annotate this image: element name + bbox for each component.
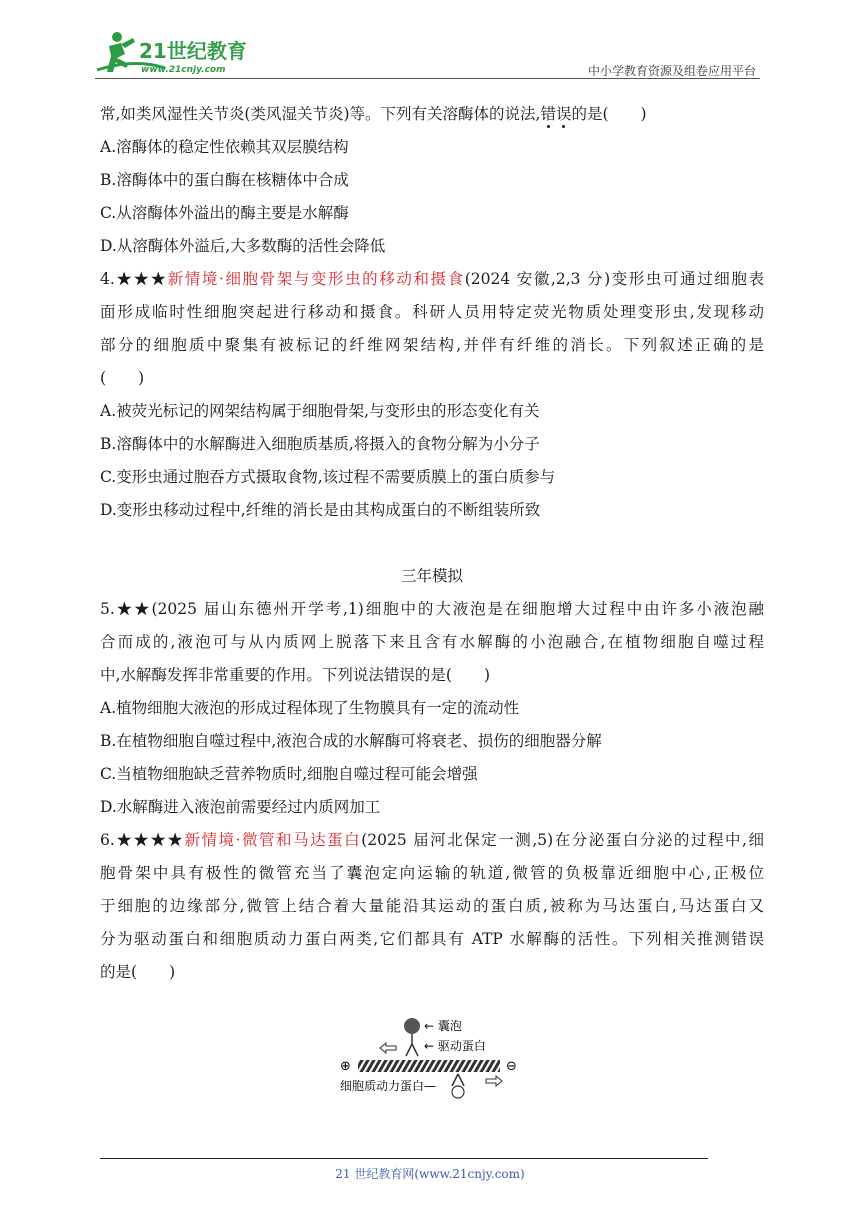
header-rule xyxy=(95,78,760,79)
footer-text: 21 世纪教育网(www.21cnjy.com) xyxy=(335,1167,525,1181)
q3-option-d: D.从溶酶体外溢后,大多数酶的活性会降低 xyxy=(100,237,386,255)
q6-context-tag: 新情境·微管和马达蛋白 xyxy=(184,831,362,849)
q4-context-tag: 新情境·细胞骨架与变形虫的移动和摄食 xyxy=(167,270,465,288)
q3-stem-tail: 常,如类风湿性关节炎(类风湿关节炎)等。下列有关溶酶体的说法,错误的是( ) xyxy=(100,98,764,131)
q5-option-d: D.水解酶进入液泡前需要经过内质网加工 xyxy=(100,798,381,816)
arrow-left-icon xyxy=(380,1043,396,1053)
document-body xyxy=(100,98,764,989)
q4-stem-line3: 部分的细胞质中聚集有被标记的纤维网架结构,并伴有纤维的消长。下列叙述正确的是 xyxy=(100,336,764,354)
q5-stem-line3: 中,水解酶发挥非常重要的作用。下列说法错误的是( ) xyxy=(100,666,491,684)
q6-stem-line2: 胞骨架中具有极性的微管充当了囊泡定向运输的轨道,微管的负极靠近细胞中心,正极位 xyxy=(100,864,764,882)
q5-option-b: B.在植物细胞自噬过程中,液泡合成的水解酶可将衰老、损伤的细胞器分解 xyxy=(100,732,602,750)
microtubule-track xyxy=(358,1060,500,1072)
logo-title: 21世纪教育 xyxy=(139,39,247,63)
q4-answer-bracket: ( ) xyxy=(100,369,145,387)
footer-rule xyxy=(100,1158,708,1159)
microtubule-motor-diagram xyxy=(340,1012,540,1117)
logo-runner-icon xyxy=(95,28,260,78)
q5-stem-line2: 合而成的,液泡可与从内质网上脱落下来且含有水解酶的小泡融合,在植物细胞自噬过程 xyxy=(100,633,764,651)
q3-option-c: C.从溶酶体外溢出的酶主要是水解酶 xyxy=(100,204,349,222)
q3-option-b: B.溶酶体中的蛋白酶在核糖体中合成 xyxy=(100,171,349,189)
label-vesicle: ← 囊泡 xyxy=(424,1019,462,1033)
q6-stem-line5: 的是( ) xyxy=(100,963,176,981)
q4-stem-line1: 4.★★★新情境·细胞骨架与变形虫的移动和摄食(2024 安徽,2,3 分)变形虫可通过细胞表 xyxy=(100,270,764,288)
header-tagline: 中小学教育资源及组卷应用平台 xyxy=(587,64,756,78)
section-title: 三年模拟 xyxy=(400,567,463,585)
q3-option-a: A.溶酶体的稳定性依赖其双层膜结构 xyxy=(100,138,349,156)
q4-option-d: D.变形虫移动过程中,纤维的消长是由其构成蛋白的不断组装所致 xyxy=(100,501,541,519)
q4-option-b: B.溶酶体中的水解酶进入细胞质基质,将摄入的食物分解为小分子 xyxy=(100,435,540,453)
vesicle-icon xyxy=(404,1018,420,1034)
q5-option-a: A.植物细胞大液泡的形成过程体现了生物膜具有一定的流动性 xyxy=(100,699,520,717)
logo-url: www.21cnjy.com xyxy=(141,65,226,75)
page-header xyxy=(95,28,760,80)
plus-end-icon: ⊕ xyxy=(340,1059,351,1074)
q5-option-c: C.当植物细胞缺乏营养物质时,细胞自噬过程可能会增强 xyxy=(100,765,478,783)
dynein-vesicle-icon xyxy=(452,1086,464,1098)
minus-end-icon: ⊖ xyxy=(506,1059,517,1074)
q4-option-a: A.被荧光标记的网架结构属于细胞骨架,与变形虫的形态变化有关 xyxy=(100,402,540,420)
kinesin-icon xyxy=(406,1044,418,1056)
q6-stem-line4: 分为驱动蛋白和细胞质动力蛋白两类,它们都具有 ATP 水解酶的活性。下列相关推测错误 xyxy=(100,930,764,948)
dynein-icon xyxy=(452,1074,464,1086)
q6-stem-line3: 于细胞的边缘部分,微管上结合着大量能沿其运动的蛋白质,被称为马达蛋白,马达蛋白又 xyxy=(100,897,764,915)
emphasis-char: 误 xyxy=(556,98,572,131)
label-dynein: 细胞质动力蛋白— xyxy=(340,1079,437,1093)
q6-stem-line1: 6.★★★★新情境·微管和马达蛋白(2025 届河北保定一测,5)在分泌蛋白分泌的过程中,细 xyxy=(100,831,764,849)
emphasis-char: 错 xyxy=(540,98,556,131)
q4-stem-line2: 面形成临时性细胞突起进行移动和摄食。科研人员用特定荧光物质处理变形虫,发现移动 xyxy=(100,303,764,321)
arrow-right-icon xyxy=(486,1076,502,1086)
q4-option-c: C.变形虫通过胞吞方式摄取食物,该过程不需要质膜上的蛋白质参与 xyxy=(100,468,556,486)
label-kinesin: ← 驱动蛋白 xyxy=(424,1039,486,1053)
q5-stem-line1: 5.★★(2025 届山东德州开学考,1)细胞中的大液泡是在细胞增大过程中由许多小液泡融 xyxy=(100,600,764,618)
